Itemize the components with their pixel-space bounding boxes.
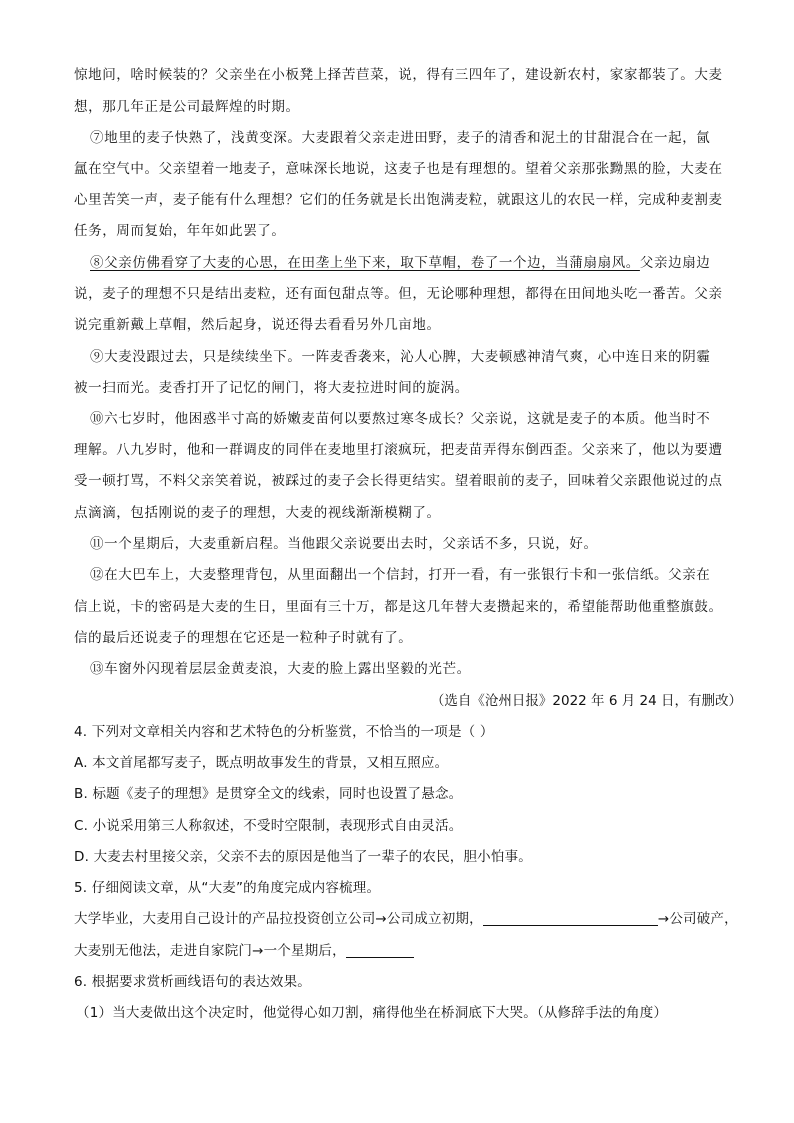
underlined-sentence: ⑧父亲仿佛看穿了大麦的心思，在田垄上坐下来，取下草帽，卷了一个边，当蒲扇扇风。 (90, 255, 640, 271)
option-a: A. 本文首尾都写麦子，既点明故事发生的背景，又相互照应。 (74, 755, 449, 771)
paragraph-10-line: 受一顿打骂，不料父亲笑着说，被踩过的麦子会长得更结实。望着眼前的麦子，回味着父亲跟他说过的点 (74, 473, 723, 489)
question-5-text: →公司破产， (657, 911, 738, 927)
paragraph-8-text: 父亲边扇边 (639, 255, 711, 271)
paragraph-11: ⑪一个星期后，大麦重新启程。当他跟父亲说要出去时，父亲话不多，只说，好。 (90, 536, 598, 552)
question-5-line-1 (74, 910, 738, 928)
question-6-sub-1: （1）当大麦做出这个决定时，他觉得心如刀割，痛得他坐在桥洞底下大哭。（从修辞手法的角度） (76, 1005, 668, 1021)
paragraph-13: ⑬车窗外闪现着层层金黄麦浪，大麦的脸上露出坚毅的光芒。 (90, 661, 471, 677)
question-5-stem: 5. 仔细阅读文章，从“大麦”的角度完成内容梳理。 (74, 880, 381, 896)
paragraph-12-line: 信的最后还说麦子的理想在它还是一粒种子时就有了。 (74, 630, 413, 646)
option-b: B. 标题《麦子的理想》是贯穿全文的线索，同时也设置了悬念。 (74, 786, 463, 802)
option-d: D. 大麦去村里接父亲，父亲不去的原因是他当了一辈子的农民，胆小怕事。 (74, 849, 532, 865)
text-line: 惊地问，啥时候装的？父亲坐在小板凳上择苦苣菜，说，得有三四年了，建设新农村，家家都装了。大麦 (74, 67, 723, 83)
paragraph-8-line: 说完重新戴上草帽，然后起身，说还得去看看另外几亩地。 (74, 317, 441, 333)
paragraph-9-line: ⑨大麦没跟过去，只是续续坐下。一阵麦香袭来，沁人心脾，大麦顿感神清气爽，心中连日来的阴霾 (90, 349, 711, 365)
question-6-stem: 6. 根据要求赏析画线语句的表达效果。 (74, 974, 311, 990)
paragraph-8-line: 说，麦子的理想不只是结出麦粒，还有面包甜点等。但，无论哪种理想，都得在田间地头吃一番苦。父亲 (74, 286, 723, 302)
paragraph-7-line: 任务，周而复始，年年如此罢了。 (74, 223, 286, 239)
paragraph-10-line: 点滴滴，包括刚说的麦子的理想，大麦的视线渐渐模糊了。 (74, 505, 441, 521)
question-5-text: 大学毕业，大麦用自己设计的产品拉投资创立公司→公司成立初期， (74, 911, 483, 927)
paragraph-8-first-line (90, 254, 740, 272)
answer-blank[interactable] (483, 911, 658, 926)
paragraph-7-line: 心里苦笑一声，麦子能有什么理想？它们的任务就是长出饱满麦粒，就跟这儿的农民一样，完成种麦割麦 (74, 192, 723, 208)
paragraph-12-line: ⑫在大巴车上，大麦整理背包，从里面翻出一个信封，打开一看，有一张银行卡和一张信纸。父亲在 (90, 567, 711, 583)
question-4-stem: 4. 下列对文章相关内容和艺术特色的分析鉴赏，不恰当的一项是（ ） (74, 724, 494, 740)
paragraph-10-line: 理解。八九岁时，他和一群调皮的同伴在麦地里打滚疯玩，把麦苗弄得东倒西歪。父亲来了，他以为要遭 (74, 442, 723, 458)
text-line: 想，那几年正是公司最辉煌的时期。 (74, 99, 300, 115)
paragraph-12-line: 信上说，卡的密码是大麦的生日，里面有三十万，都是这几年替大麦攒起来的，希望能帮助他重整旗鼓。 (74, 599, 723, 615)
option-c: C. 小说采用第三人称叙述，不受时空限制，表现形式自由灵活。 (74, 818, 463, 834)
question-5-text: 大麦别无他法，走进自家院门→一个星期后， (74, 943, 346, 959)
paragraph-9-line: 被一扫而光。麦香打开了记忆的闸门，将大麦拉进时间的旋涡。 (74, 380, 469, 396)
paragraph-10-line: ⑩六七岁时，他困惑半寸高的娇嫩麦苗何以要熬过寒冬成长？父亲说，这就是麦子的本质。他当时不 (90, 411, 711, 427)
source-citation: （选自《沧州日报》2022 年 6 月 24 日，有删改） (430, 693, 742, 709)
paragraph-7-line: 氲在空气中。父亲望着一地麦子，意味深长地说，这麦子也是有理想的。望着父亲那张黝黑的脸，大麦在 (74, 161, 723, 177)
answer-blank[interactable] (346, 943, 414, 958)
question-5-line-2 (74, 942, 724, 960)
paragraph-7-line: ⑦地里的麦子快熟了，浅黄变深。大麦跟着父亲走进田野，麦子的清香和泥土的甘甜混合在一起，氤 (90, 130, 711, 146)
